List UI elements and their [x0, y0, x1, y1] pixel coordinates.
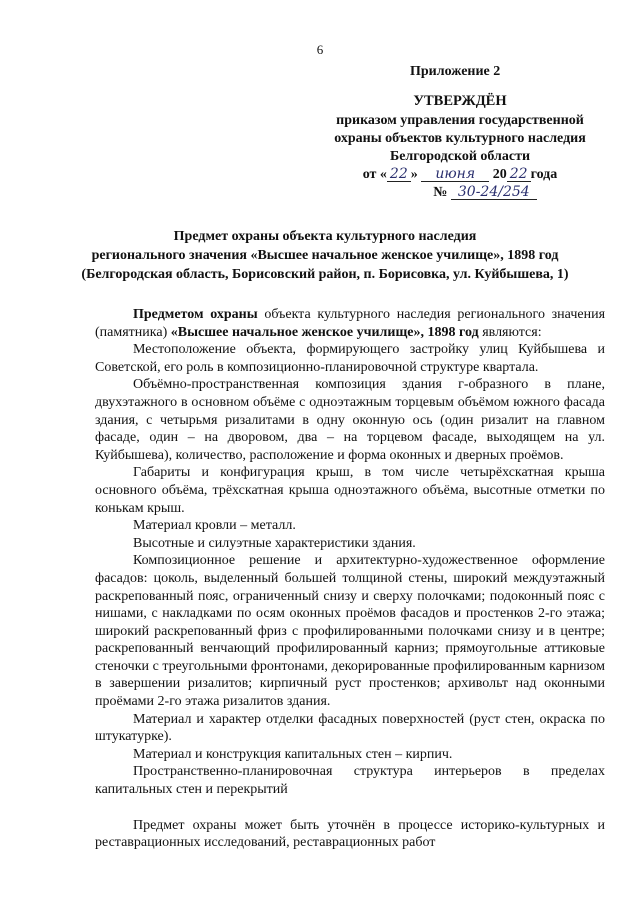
date-prefix: от «: [362, 167, 387, 182]
approved-heading: УТВЕРЖДЁН: [413, 93, 507, 109]
date-suffix: года: [530, 167, 558, 182]
body-paragraph: Высотные и силуэтные характеристики здания.: [133, 535, 416, 551]
body-paragraph: Габариты и конфигурация крыш, в том числе четырёхскатная крыша основного объёма, трёхскатная крыша одноэтажного объёма, высотные отметки по конькам крыш.: [95, 465, 605, 516]
date-year-prefix: 20: [492, 167, 507, 182]
number-prefix: №: [433, 185, 448, 200]
intro-bold: Предметом охраны: [133, 307, 258, 322]
document-body: [95, 306, 605, 852]
document-title: [40, 227, 610, 284]
intro-text: объекта культурного наследия регионального значения (памятника): [95, 307, 606, 340]
body-paragraph: Местоположение объекта, формирующего застройку улиц Куйбышева и Советской, его роль в композиционно-планировочной структуре квартала.: [95, 342, 605, 375]
appendix-label: Приложение 2: [410, 64, 501, 79]
title-line: Предмет охраны объекта культурного наследия: [173, 229, 477, 244]
date-year-handwritten: 22: [507, 167, 531, 182]
approval-block: [310, 92, 610, 202]
body-paragraph: Материал и характер отделки фасадных поверхностей (руст стен, окраска по штукатурке).: [95, 711, 605, 745]
object-name-bold: «Высшее начальное женское училище», 1898 год: [170, 324, 479, 340]
order-line: Белгородской области: [389, 149, 531, 164]
order-line: приказом управления государственной: [336, 113, 584, 128]
body-paragraph: Материал и конструкция капитальных стен – кирпич.: [133, 746, 453, 762]
body-paragraph: Объёмно-пространственная композиция здания г-образного в плане, двухэтажного в основном объёме с одноэтажным торцевым объёмом южного фасада здания, с четырьмя ризалитами в одну оконную ось (один ризалит на главном фасаде, один – на дворовом, два – на торцевом фасаде, выходящем на ул. Куйбышева), количество, расположение и форма оконных и дверных проёмов.: [95, 377, 605, 463]
body-paragraph: Пространственно-планировочная структура интерьеров в пределах капитальных стен и перекрытий: [95, 764, 605, 798]
order-line: охраны объектов культурного наследия: [334, 131, 586, 146]
order-number-handwritten: 30-24/254: [451, 185, 537, 200]
body-paragraph: Материал кровли – металл.: [133, 518, 296, 534]
closing-paragraph: Предмет охраны может быть уточнён в процессе историко-культурных и реставрационных исследований, реставрационных работ: [95, 817, 605, 851]
order-number-line: [310, 184, 610, 202]
title-line: регионального значения «Высшее начальное женское училище», 1898 год: [91, 248, 559, 263]
intro-paragraph: [95, 306, 605, 341]
body-paragraph: Композиционное решение и архитектурно-художественное оформление фасадов: цоколь, выделенный большей толщиной стены, широкий междуэтажный раскрепованный пояс, ограниченный снизу и сверху полочками; подоконный пояс с нишами, с накладками по осям оконных проёмов фасадов и простенков 2-го этажа; широкий раскрепованный фриз с профилированными полочками снизу и в центре; раскрепованный венчающий профилированный карниз; прямоугольные аттиковые стеночки с треугольными фронтонами, декорированные профилированным карнизом в завершении ризалитов; кирпичный руст простенков; архивольт над оконными проёмами 2-го этажа ризалитов здания.: [95, 553, 605, 710]
date-day-handwritten: 22: [387, 167, 411, 182]
date-mid: »: [410, 167, 418, 182]
title-line: (Белгородская область, Борисовский район, п. Борисовка, ул. Куйбышева, 1): [81, 267, 569, 282]
intro-text-end: являются:: [478, 324, 542, 340]
date-month-handwritten: июня: [421, 167, 489, 182]
page-number: 6: [316, 42, 324, 57]
order-date-line: [310, 166, 610, 184]
